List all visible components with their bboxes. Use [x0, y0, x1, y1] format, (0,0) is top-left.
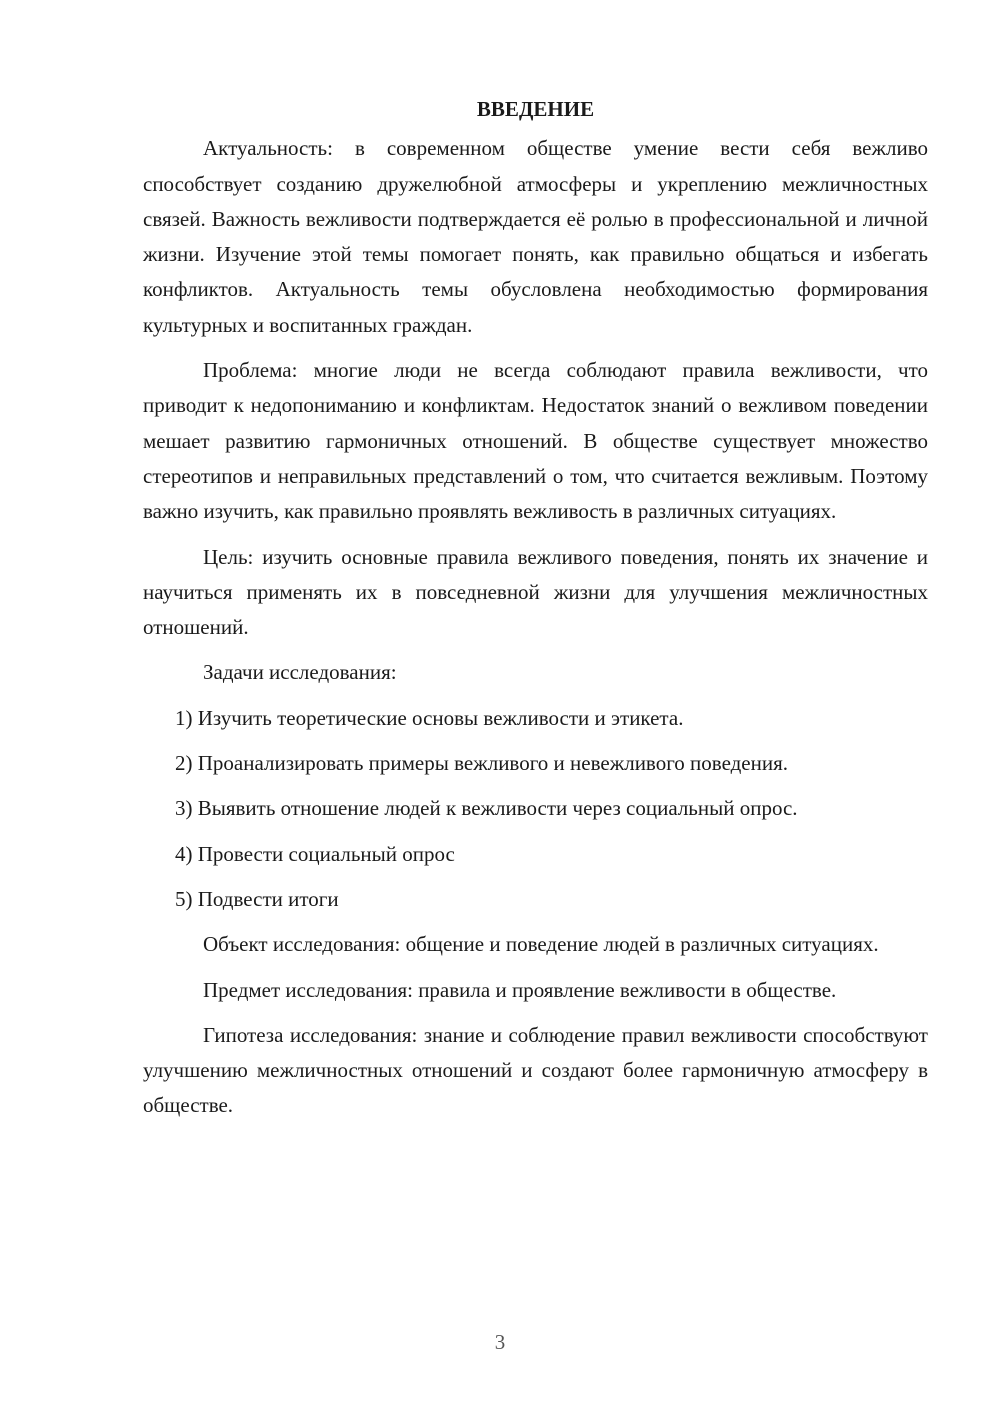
task-item: 5) Подвести итоги — [175, 886, 339, 911]
problem-paragraph: Проблема: многие люди не всегда соблюдают правила вежливости, что приводит к недопониманию и конфликтам. Недостаток знаний о вежливом поведении мешает развитию гармоничных отношений. В обществе существует множество стереотипов и неправильных представлений о том, что считается вежливым. Поэтому важно изучить, как правильно проявлять вежливость в различных ситуациях. — [143, 358, 928, 524]
page-content — [143, 92, 928, 1134]
task-item: 1) Изучить теоретические основы вежливости и этикета. — [175, 705, 684, 730]
goal-paragraph: Цель: изучить основные правила вежливого поведения, понять их значение и научиться применять их в повседневной жизни для улучшения межличностных отношений. — [143, 544, 928, 640]
task-item: 4) Провести социальный опрос — [175, 841, 455, 866]
object-paragraph: Объект исследования: общение и поведение людей в различных ситуациях. — [203, 932, 879, 957]
hypothesis-paragraph: Гипотеза исследования: знание и соблюдение правил вежливости способствуют улучшению межличностных отношений и создают более гармоничную атмосферу в обществе. — [143, 1022, 928, 1118]
relevance-paragraph: Актуальность: в современном обществе умение вести себя вежливо способствует созданию дружелюбной атмосферы и укреплению межличностных связей. Важность вежливости подтверждается её ролью в профессиональной и личной жизни. Изучение этой темы помогает понять, как правильно общаться и избегать конфликтов. Актуальность темы обусловлена необходимостью формирования культурных и воспитанных граждан. — [143, 136, 928, 337]
page-title: ВВЕДЕНИЕ — [476, 97, 595, 121]
task-item: 3) Выявить отношение людей к вежливости через социальный опрос. — [175, 796, 798, 821]
tasks-list — [143, 701, 928, 917]
page-number: 3 — [494, 1330, 506, 1354]
subject-paragraph: Предмет исследования: правила и проявление вежливости в обществе. — [203, 977, 837, 1002]
task-item: 2) Проанализировать примеры вежливого и невежливого поведения. — [175, 751, 789, 776]
tasks-heading: Задачи исследования: — [203, 660, 397, 685]
